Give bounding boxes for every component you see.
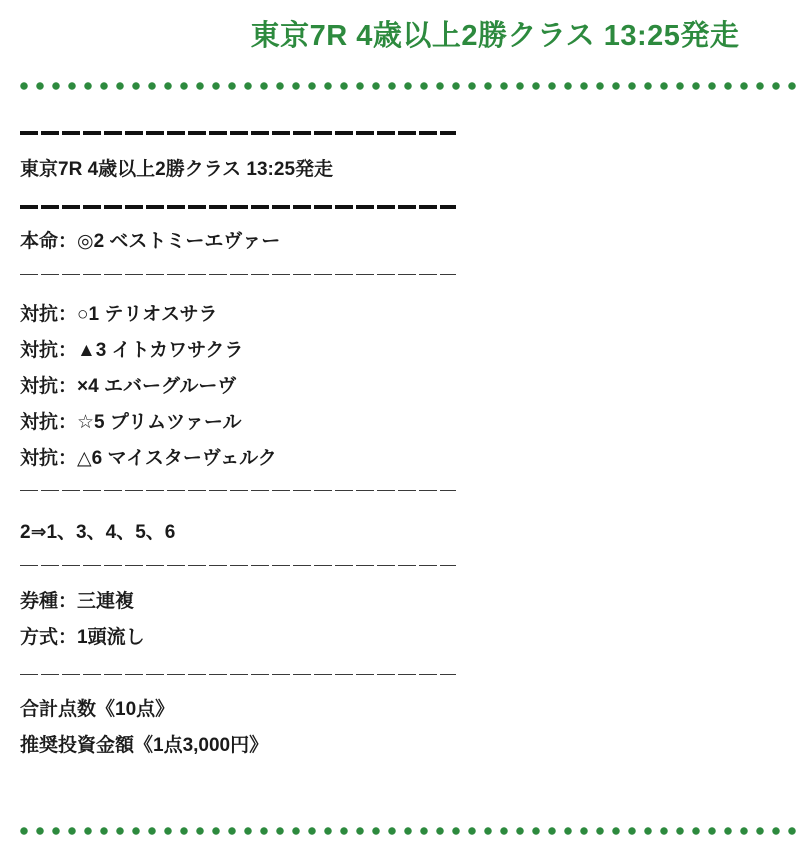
total-points-line: 合計点数《10点》 bbox=[20, 699, 175, 720]
rival-pick-line: 対抗：○1 テリオスサラ bbox=[20, 304, 218, 325]
prediction-content bbox=[20, 131, 456, 764]
dotted-separator-top bbox=[20, 82, 803, 90]
page-title: 東京7R 4歳以上2勝クラス 13:25発走 bbox=[250, 20, 740, 52]
thick-dashed-rule bbox=[20, 131, 456, 135]
dotted-separator-bottom bbox=[20, 827, 803, 835]
bet-type-line: 券種：三連複 bbox=[20, 591, 135, 612]
bet-method-line: 方式：1頭流し bbox=[20, 627, 145, 648]
recommended-amount-line: 推奨投資金額《1点3,000円》 bbox=[20, 735, 269, 756]
honmei-pick-line: 本命：◎2 ベストミーエヴァー bbox=[20, 231, 281, 252]
rival-pick-line: 対抗：×4 エバーグルーヴ bbox=[20, 376, 237, 397]
rival-pick-line: 対抗：△6 マイスターヴェルク bbox=[20, 448, 277, 469]
thick-dashed-rule bbox=[20, 205, 456, 209]
thin-dashed-rule bbox=[20, 674, 456, 675]
rival-picks-list bbox=[20, 297, 456, 477]
thin-dashed-rule bbox=[20, 490, 456, 491]
formation-line: 2⇒1、3、4、5、6 bbox=[20, 522, 176, 543]
thin-dashed-rule bbox=[20, 274, 456, 275]
bet-info-block bbox=[20, 584, 456, 656]
race-header-text: 東京7R 4歳以上2勝クラス 13:25発走 bbox=[20, 159, 334, 180]
rival-pick-line: 対抗：☆5 プリムツァール bbox=[20, 412, 242, 433]
totals-block bbox=[20, 692, 456, 764]
rival-pick-line: 対抗：▲3 イトカワサクラ bbox=[20, 340, 244, 361]
race-tip-page bbox=[0, 14, 803, 835]
thin-dashed-rule bbox=[20, 565, 456, 566]
